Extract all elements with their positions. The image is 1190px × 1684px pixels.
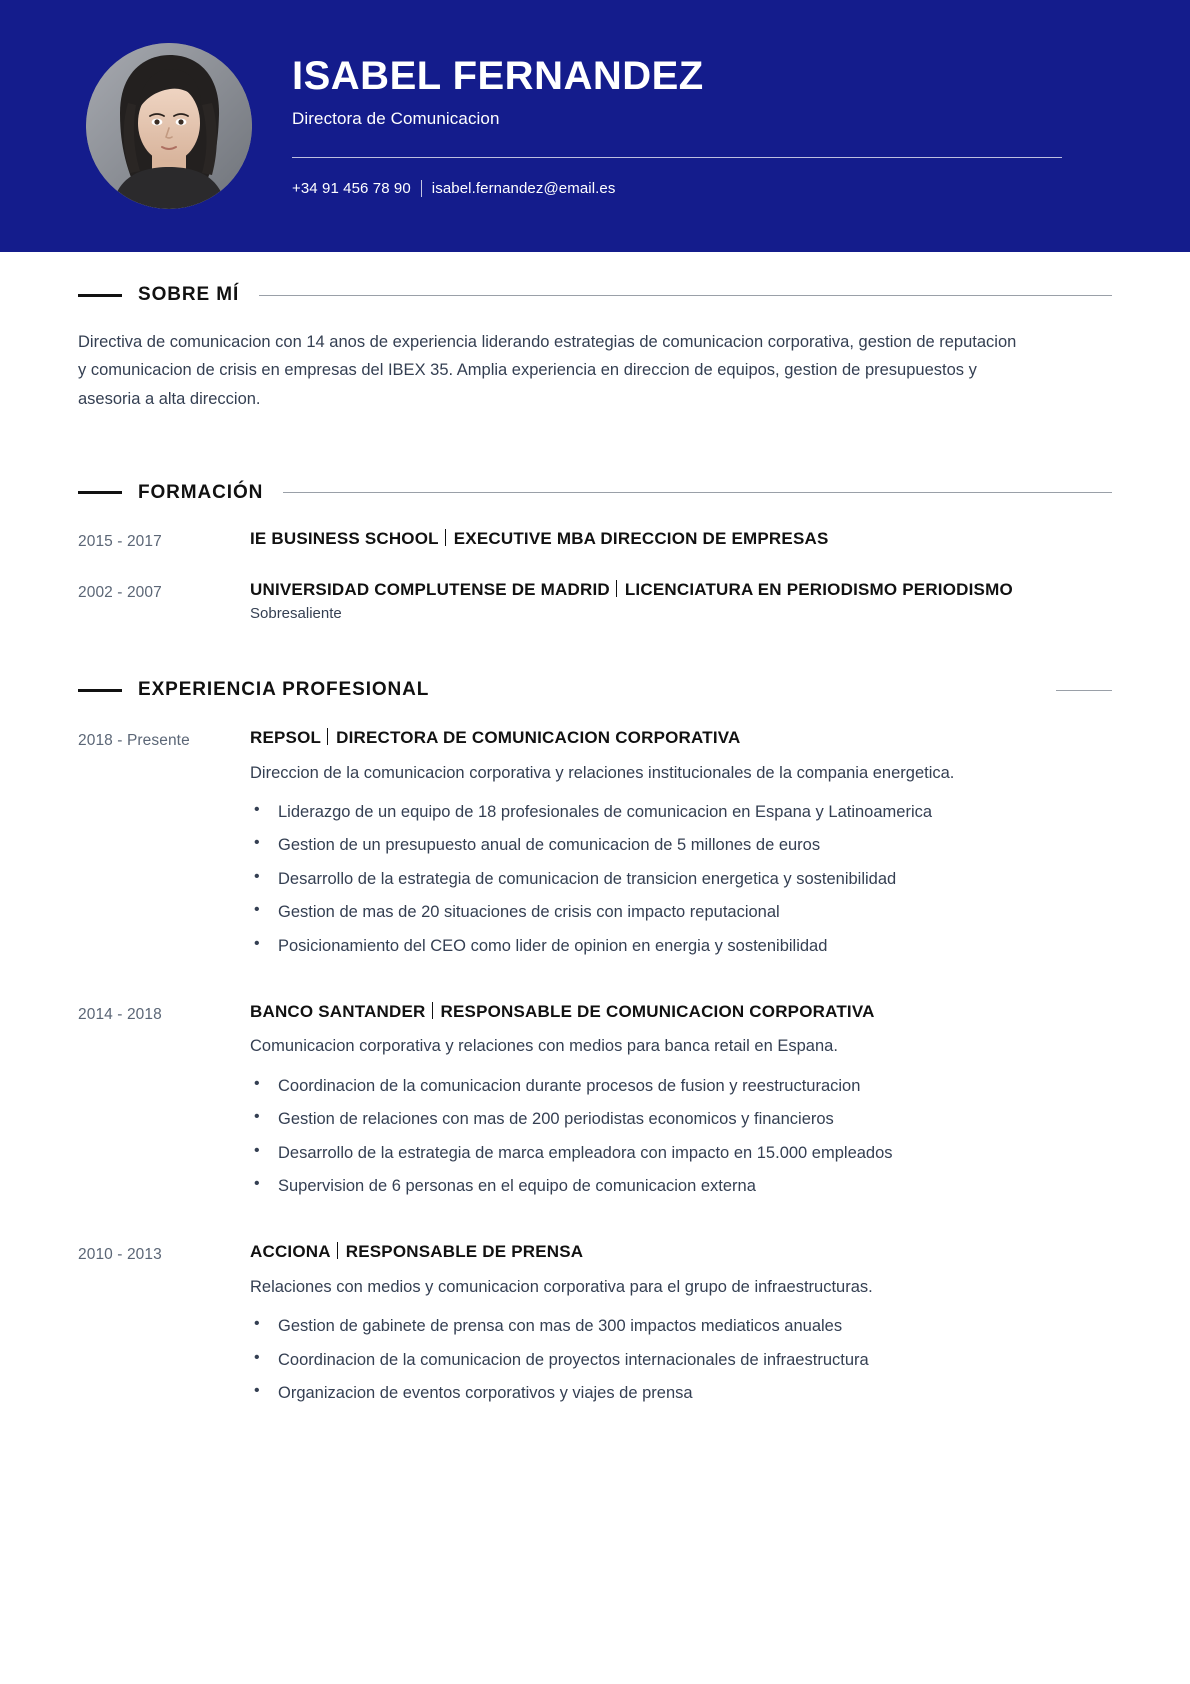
section-heading-education: [78, 482, 1112, 504]
section-heading-experience: [78, 679, 1112, 701]
experience-company: REPSOL: [250, 728, 322, 748]
title-separator: [616, 580, 617, 597]
education-degree: EXECUTIVE MBA DIRECCION DE EMPRESAS: [453, 528, 829, 548]
experience-content: [250, 1001, 1112, 1207]
heading-rule: [283, 492, 1112, 493]
experience-company: BANCO SANTANDER: [250, 1001, 426, 1021]
title-separator: [432, 1002, 433, 1019]
contact-separator: [421, 180, 422, 197]
experience-date: 2018 - Presente: [78, 732, 190, 750]
education-date: 2015 - 2017: [78, 532, 162, 550]
heading-dash-icon: [78, 491, 122, 494]
experience-position: RESPONSABLE DE PRENSA: [345, 1242, 584, 1262]
list-item: • Supervision de 6 personas en el equipo de comunicacion externa: [250, 1174, 1112, 1199]
cv-header: [0, 0, 1190, 252]
phone-text: +34 91 456 78 90: [292, 179, 411, 197]
about-summary: Directiva de comunicacion con 14 anos de experiencia liderando estrategias de comunicacion corporativa, gestion de reputacion y comunicacion de crisis en empresas del IBEX 35. Amplia experiencia en direccion de equipos, gestion de presupuestos y asesoria a alta direccion.: [78, 333, 1017, 408]
experience-description: Direccion de la comunicacion corporativa y relaciones institucionales de la compania energetica.: [250, 763, 955, 782]
section-about: [78, 252, 1112, 413]
experience-company: ACCIONA: [250, 1242, 331, 1262]
education-institution: IE BUSINESS SCHOOL: [250, 528, 439, 548]
education-note: Sobresaliente: [250, 605, 342, 623]
experience-date: 2014 - 2018: [78, 1005, 162, 1023]
title-separator: [445, 529, 446, 546]
section-title-experience: EXPERIENCIA PROFESIONAL: [138, 679, 430, 701]
job-title: Directora de Comunicacion: [292, 109, 500, 129]
heading-rule: [259, 295, 1112, 296]
education-degree: LICENCIATURA EN PERIODISMO PERIODISMO: [624, 579, 1013, 599]
experience-position: RESPONSABLE DE COMUNICACION CORPORATIVA: [440, 1001, 875, 1021]
education-entry: [78, 579, 1112, 625]
header-text-block: [292, 55, 1190, 196]
section-title-education: FORMACIÓN: [138, 481, 264, 503]
list-item: • Gestion de gabinete de prensa con mas de 300 impactos mediaticos anuales: [250, 1314, 1112, 1339]
education-entry: [78, 528, 1112, 553]
experience-bullets: [250, 1314, 1112, 1406]
avatar: [86, 43, 252, 209]
experience-title: [250, 727, 1112, 749]
education-date: 2002 - 2007: [78, 583, 162, 601]
experience-entry: [78, 1001, 1112, 1207]
section-title-about: SOBRE MÍ: [138, 284, 240, 305]
education-content: [250, 528, 1112, 553]
experience-date: 2010 - 2013: [78, 1246, 162, 1264]
section-education: [78, 430, 1112, 625]
list-item: • Liderazgo de un equipo de 18 profesionales de comunicacion en Espana y Latinoamerica: [250, 800, 1112, 825]
header-divider: [292, 157, 1062, 158]
experience-title: [250, 1241, 1112, 1263]
list-item: • Gestion de relaciones con mas de 200 periodistas economicos y financieros: [250, 1107, 1112, 1132]
cv-body: [0, 252, 1190, 1414]
list-item: • Gestion de mas de 20 situaciones de crisis con impacto reputacional: [250, 900, 1112, 925]
experience-description: Comunicacion corporativa y relaciones con medios para banca retail en Espana.: [250, 1037, 838, 1056]
title-separator: [337, 1242, 338, 1259]
experience-bullets: [250, 800, 1112, 959]
list-item: • Desarrollo de la estrategia de comunicacion de transicion energetica y sostenibilidad: [250, 867, 1112, 892]
heading-dash-icon: [78, 689, 122, 692]
list-item: • Coordinacion de la comunicacion durante procesos de fusion y reestructuracion: [250, 1074, 1112, 1099]
heading-rule: [1056, 690, 1112, 691]
section-heading-about: [78, 284, 1112, 306]
experience-entry: [78, 727, 1112, 967]
list-item: • Gestion de un presupuesto anual de comunicacion de 5 millones de euros: [250, 833, 1112, 858]
education-institution: UNIVERSIDAD COMPLUTENSE DE MADRID: [250, 579, 610, 599]
list-item: • Coordinacion de la comunicacion de proyectos internacionales de infraestructura: [250, 1348, 1112, 1373]
education-title: [250, 579, 1112, 601]
experience-content: [250, 727, 1112, 967]
section-experience: [78, 625, 1112, 1414]
contact-line: [292, 180, 1062, 197]
experience-entry: [78, 1241, 1112, 1414]
experience-bullets: [250, 1074, 1112, 1200]
education-title: [250, 528, 1112, 550]
experience-content: [250, 1241, 1112, 1414]
list-item: • Organizacion de eventos corporativos y viajes de prensa: [250, 1381, 1112, 1406]
page-title: ISABEL FERNANDEZ: [292, 54, 704, 99]
experience-title: [250, 1001, 1112, 1023]
list-item: • Posicionamiento del CEO como lider de opinion en energia y sostenibilidad: [250, 934, 1112, 959]
education-content: [250, 579, 1112, 625]
email-text: isabel.fernandez@email.es: [431, 179, 616, 197]
title-separator: [327, 728, 328, 745]
experience-description: Relaciones con medios y comunicacion corporativa para el grupo de infraestructuras.: [250, 1277, 873, 1296]
list-item: • Desarrollo de la estrategia de marca empleadora con impacto en 15.000 empleados: [250, 1141, 1112, 1166]
experience-position: DIRECTORA DE COMUNICACION CORPORATIVA: [336, 728, 741, 748]
heading-dash-icon: [78, 294, 122, 297]
